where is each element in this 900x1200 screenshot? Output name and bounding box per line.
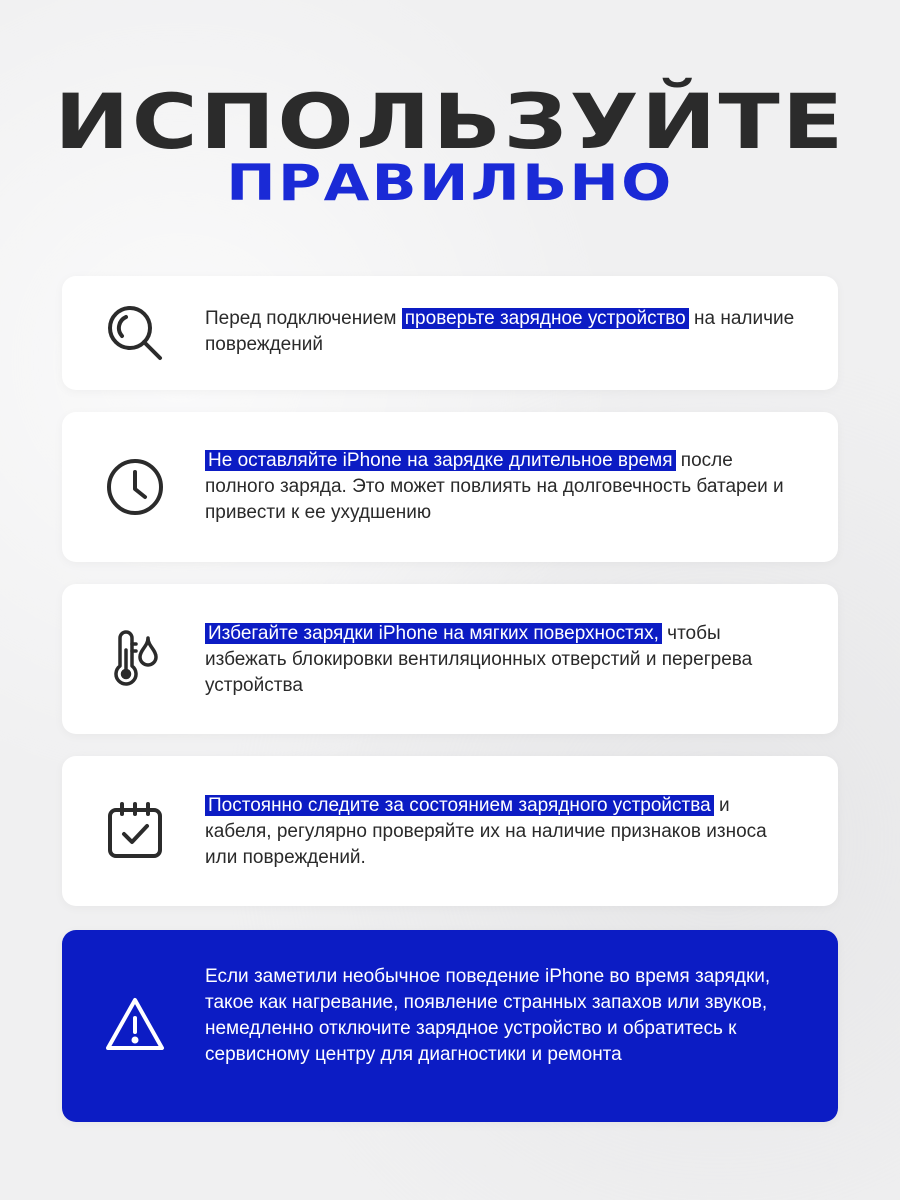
clock-icon [104,456,166,518]
page-title: ИСПОЛЬЗУЙТЕ [54,77,846,166]
thermometer-icon [104,628,166,690]
tip-text: Не оставляйте iPhone на зарядке длительное время после полного заряда. Это может повлиять на долговечность батареи и привести к ее ухудшению [205,450,784,523]
warning-icon [104,994,166,1056]
warning-text: Если заметили необычное поведение iPhone во время зарядки, такое как нагревание, появление странных запахов или звуков, немедленно отключите зарядное устройство и обратитесь к сервисному центру для диагностики и ремонта [205,966,771,1065]
tip-card-inspect-charger [62,276,838,390]
tip-card-overcharge [62,412,838,562]
warning-card [62,930,838,1122]
search-icon [104,302,166,364]
calendar-check-icon [104,800,166,862]
tip-text: Постоянно следите за состоянием зарядного устройства и кабеля, регулярно проверяйте их на наличие признаков износа или повреждений. [205,795,767,868]
tip-card-soft-surfaces [62,584,838,734]
tip-highlight: Постоянно следите за состоянием зарядного устройства [205,795,714,816]
tip-text: Избегайте зарядки iPhone на мягких поверхностях, чтобы избежать блокировки вентиляционных отверстий и перегрева устройства [205,623,753,696]
tip-text: Перед подключением проверьте зарядное устройство на наличие повреждений [205,308,795,355]
page-subtitle: ПРАВИЛЬНО [226,154,674,212]
tip-highlight: Избегайте зарядки iPhone на мягких поверхностях, [205,623,662,644]
tip-card-monitor-charger [62,756,838,906]
tip-highlight: проверьте зарядное устройство [402,308,689,329]
tip-highlight: Не оставляйте iPhone на зарядке длительное время [205,450,676,471]
